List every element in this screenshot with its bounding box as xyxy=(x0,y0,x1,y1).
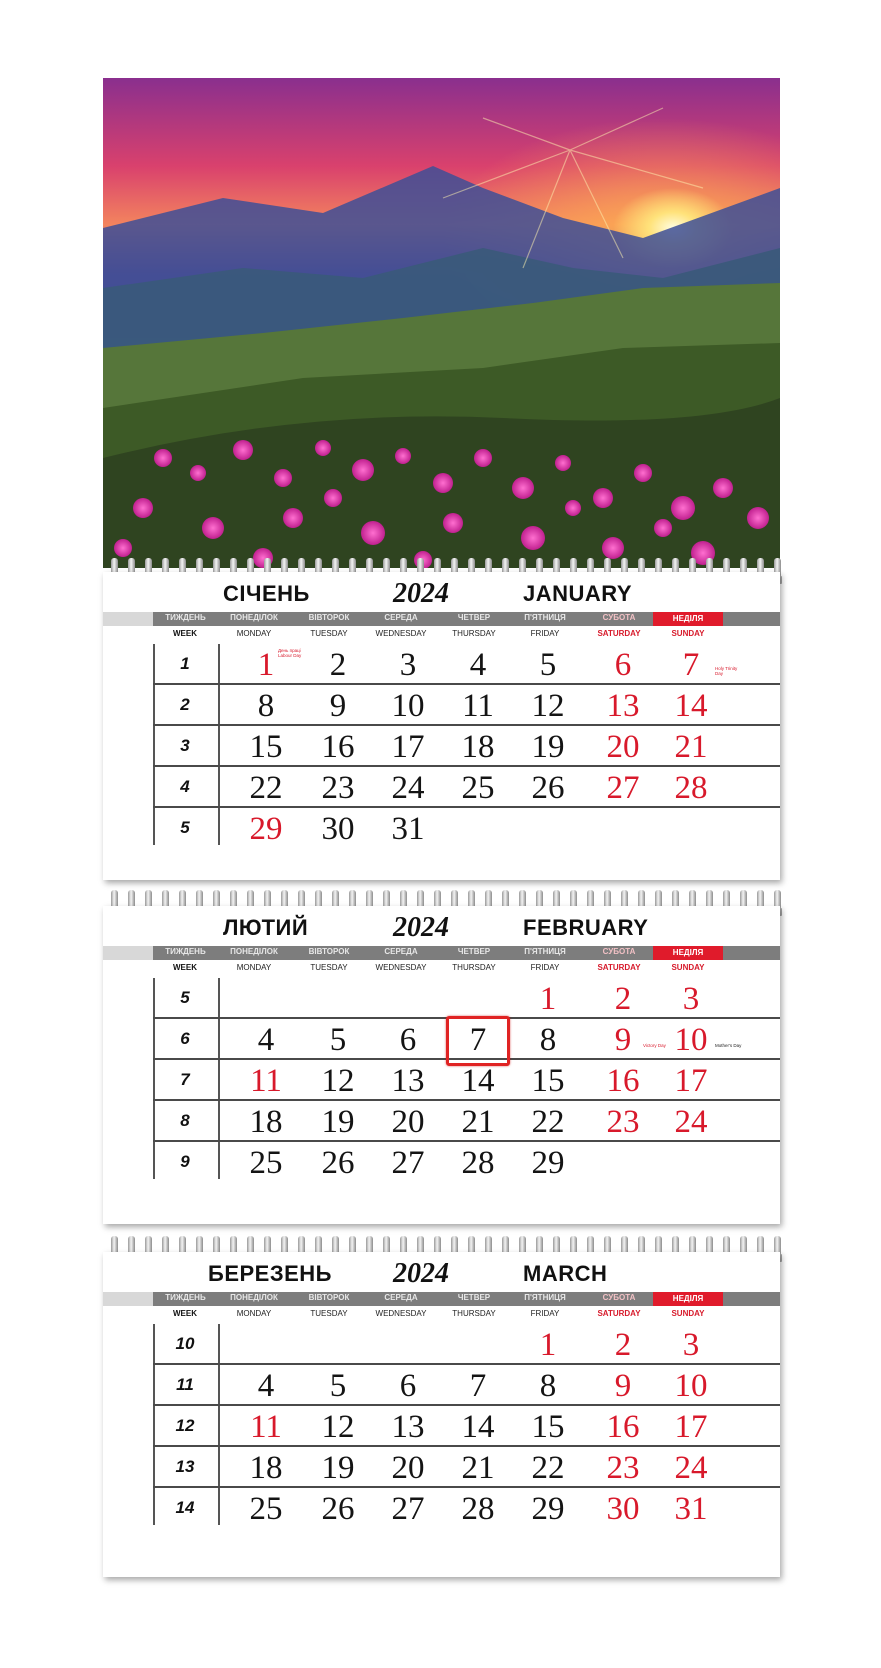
calendar-day[interactable]: 9 xyxy=(329,688,347,724)
calendar-day[interactable]: 27 xyxy=(391,1145,425,1181)
month-name-ua: СІЧЕНЬ xyxy=(223,581,310,606)
calendar-day[interactable]: 11 xyxy=(250,1409,282,1445)
calendar-day[interactable]: 26 xyxy=(321,1145,355,1181)
week-header-ua: ТИЖДЕНЬ xyxy=(165,613,206,622)
weekday-en-6: SATURDAY xyxy=(597,1309,641,1318)
calendar-day[interactable]: 16 xyxy=(606,1063,640,1099)
weekday-en-7: SUNDAY xyxy=(671,1309,705,1318)
holiday-note: Holy Trinity Day xyxy=(715,666,738,676)
header-photo xyxy=(103,78,780,568)
week-number: 14 xyxy=(175,1498,195,1517)
week-column-divider xyxy=(153,1324,155,1525)
weekday-header-bar xyxy=(103,612,780,626)
mountain-landscape xyxy=(103,78,780,568)
week-number: 9 xyxy=(180,1152,190,1171)
weekday-ua-7: НЕДІЛЯ xyxy=(653,946,723,960)
calendar-day[interactable]: 1 xyxy=(539,1327,557,1363)
weekday-en-1: MONDAY xyxy=(236,629,272,638)
calendar-day[interactable]: 29 xyxy=(249,811,283,847)
calendar-day[interactable]: 26 xyxy=(321,1491,355,1527)
weekday-header-bar xyxy=(103,946,780,960)
calendar-day[interactable]: 17 xyxy=(391,729,425,765)
week-number: 8 xyxy=(180,1111,190,1130)
week-header-ua: ТИЖДЕНЬ xyxy=(165,1293,206,1302)
weekday-en-2: TUESDAY xyxy=(310,963,348,972)
month-panel-february xyxy=(103,906,780,1224)
calendar-day[interactable]: 23 xyxy=(321,770,355,806)
weekday-en-2: TUESDAY xyxy=(310,1309,348,1318)
weekday-en-5: FRIDAY xyxy=(530,1309,560,1318)
calendar-day[interactable]: 29 xyxy=(531,1491,565,1527)
calendar-day[interactable]: 17 xyxy=(674,1063,708,1099)
weekday-bar-margin xyxy=(103,1292,153,1306)
week-number: 4 xyxy=(180,777,190,796)
weekday-header-bar xyxy=(103,1292,780,1306)
weekday-ua-6: СУБОТА xyxy=(602,1293,636,1302)
calendar-day[interactable]: 16 xyxy=(606,1409,640,1445)
calendar-day[interactable]: 12 xyxy=(531,688,565,724)
weekday-ua-2: ВІВТОРОК xyxy=(308,1293,350,1302)
calendar-day[interactable]: 3 xyxy=(399,647,417,683)
weekday-en-4: THURSDAY xyxy=(452,963,496,972)
week-number: 10 xyxy=(175,1334,195,1353)
calendar-day[interactable]: 4 xyxy=(469,647,487,683)
month-name-ua: БЕРЕЗЕНЬ xyxy=(208,1261,332,1286)
month-name-en: JANUARY xyxy=(523,581,633,606)
calendar-day[interactable]: 28 xyxy=(674,770,708,806)
weekday-en-3: WEDNESDAY xyxy=(375,629,427,638)
calendar-day[interactable]: 24 xyxy=(674,1450,708,1486)
weekday-ua-5: П'ЯТНИЦЯ xyxy=(524,613,566,622)
week-column-divider xyxy=(153,978,155,1179)
calendar-day[interactable]: 31 xyxy=(391,811,425,847)
month-title-row xyxy=(103,1258,780,1289)
calendar-day[interactable]: 5 xyxy=(539,647,557,683)
calendar-day[interactable]: 27 xyxy=(391,1491,425,1527)
weekday-en-5: FRIDAY xyxy=(530,963,560,972)
weekday-ua-3: СЕРЕДА xyxy=(384,1293,418,1302)
weekday-en-3: WEDNESDAY xyxy=(375,963,427,972)
weekday-en-3: WEDNESDAY xyxy=(375,1309,427,1318)
month-name-en: FEBRUARY xyxy=(523,915,649,940)
calendar-day[interactable]: 21 xyxy=(461,1450,495,1486)
weekday-en-6: SATURDAY xyxy=(597,629,641,638)
calendar-day[interactable]: 8 xyxy=(539,1022,557,1058)
weekday-ua-6: СУБОТА xyxy=(602,947,636,956)
weekday-en-4: THURSDAY xyxy=(452,1309,496,1318)
month-title-row xyxy=(103,578,780,609)
calendar-day[interactable]: 7 xyxy=(469,1022,487,1058)
calendar-day[interactable]: 28 xyxy=(461,1145,495,1181)
calendar-day[interactable]: 23 xyxy=(606,1104,640,1140)
calendar-day[interactable]: 23 xyxy=(606,1450,640,1486)
weekday-english-row xyxy=(103,1308,780,1322)
week-number: 1 xyxy=(180,654,190,673)
week-header-en: WEEK xyxy=(173,1309,197,1318)
calendar-day[interactable]: 2 xyxy=(329,647,347,683)
week-row-divider xyxy=(153,1445,780,1447)
calendar-day[interactable]: 7 xyxy=(682,647,700,683)
calendar-day[interactable]: 6 xyxy=(399,1368,417,1404)
month-year: 2024 xyxy=(393,578,449,609)
calendar-day[interactable]: 6 xyxy=(614,647,632,683)
calendar-day[interactable]: 4 xyxy=(257,1022,275,1058)
calendar-day[interactable]: 20 xyxy=(391,1450,425,1486)
weekday-english-row xyxy=(103,628,780,642)
calendar-day[interactable]: 13 xyxy=(391,1063,425,1099)
holiday-note: Victory Day xyxy=(643,1043,666,1048)
calendar-day[interactable]: 26 xyxy=(531,770,565,806)
week-number: 5 xyxy=(180,818,190,837)
calendar-day[interactable]: 30 xyxy=(606,1491,640,1527)
week-number: 13 xyxy=(175,1457,195,1476)
month-title-row xyxy=(103,912,780,943)
weekday-english-row xyxy=(103,962,780,976)
weekday-ua-1: ПОНЕДІЛОК xyxy=(230,947,278,956)
weekday-ua-1: ПОНЕДІЛОК xyxy=(230,1293,278,1302)
weekday-en-1: MONDAY xyxy=(236,1309,272,1318)
calendar-day[interactable]: 5 xyxy=(329,1368,347,1404)
month-year: 2024 xyxy=(393,912,449,943)
weekday-ua-1: ПОНЕДІЛОК xyxy=(230,613,278,622)
calendar-day[interactable]: 8 xyxy=(539,1368,557,1404)
days-column-divider xyxy=(218,644,220,845)
calendar-day[interactable]: 22 xyxy=(249,770,283,806)
calendar-day[interactable]: 27 xyxy=(606,770,640,806)
calendar-day[interactable]: 10 xyxy=(674,1022,708,1058)
week-number: 3 xyxy=(180,736,190,755)
calendar-day[interactable]: 12 xyxy=(321,1409,355,1445)
calendar-day[interactable]: 3 xyxy=(682,981,700,1017)
week-row-divider xyxy=(153,1404,780,1406)
calendar-day[interactable]: 19 xyxy=(321,1104,355,1140)
weekday-ua-7: НЕДІЛЯ xyxy=(653,1292,723,1306)
week-number: 11 xyxy=(176,1375,194,1394)
calendar-day[interactable]: 18 xyxy=(249,1450,283,1486)
holiday-note: Mother's Day xyxy=(715,1043,742,1048)
calendar-day[interactable]: 7 xyxy=(469,1368,487,1404)
weekday-en-1: MONDAY xyxy=(236,963,272,972)
weekday-en-2: TUESDAY xyxy=(310,629,348,638)
calendar-day[interactable]: 6 xyxy=(399,1022,417,1058)
week-header-en: WEEK xyxy=(173,629,197,638)
calendar-day[interactable]: 21 xyxy=(674,729,708,765)
weekday-ua-4: ЧЕТВЕР xyxy=(457,613,491,622)
weekday-ua-4: ЧЕТВЕР xyxy=(457,947,491,956)
calendar-day[interactable]: 15 xyxy=(249,729,283,765)
calendar-day[interactable]: 19 xyxy=(531,729,565,765)
calendar-day[interactable]: 10 xyxy=(674,1368,708,1404)
calendar-day[interactable]: 11 xyxy=(462,688,494,724)
calendar-day[interactable]: 2 xyxy=(614,981,632,1017)
calendar-day[interactable]: 2 xyxy=(614,1327,632,1363)
calendar-day[interactable]: 13 xyxy=(606,688,640,724)
calendar-day[interactable]: 22 xyxy=(531,1104,565,1140)
calendar-day[interactable]: 1 xyxy=(539,981,557,1017)
days-column-divider xyxy=(218,978,220,1179)
calendar-day[interactable]: 19 xyxy=(321,1450,355,1486)
weekday-ua-3: СЕРЕДА xyxy=(384,613,418,622)
calendar-day[interactable]: 8 xyxy=(257,688,275,724)
calendar-day[interactable]: 4 xyxy=(257,1368,275,1404)
current-date-marker xyxy=(446,1016,510,1066)
week-row-divider xyxy=(153,1486,780,1488)
week-row-divider xyxy=(153,1140,780,1142)
calendar-day[interactable]: 14 xyxy=(674,688,708,724)
calendar-day[interactable]: 15 xyxy=(531,1063,565,1099)
week-row-divider xyxy=(153,683,780,685)
calendar-day[interactable]: 9 xyxy=(614,1022,632,1058)
week-number: 2 xyxy=(180,695,190,714)
calendar-day[interactable]: 16 xyxy=(321,729,355,765)
weekday-ua-6: СУБОТА xyxy=(602,613,636,622)
week-number: 5 xyxy=(180,988,190,1007)
calendar-day[interactable]: 28 xyxy=(461,1491,495,1527)
week-column-divider xyxy=(153,644,155,845)
week-row-divider xyxy=(153,724,780,726)
month-panel-march xyxy=(103,1252,780,1577)
weekday-ua-2: ВІВТОРОК xyxy=(308,613,350,622)
calendar-day[interactable]: 18 xyxy=(461,729,495,765)
weekday-ua-5: П'ЯТНИЦЯ xyxy=(524,1293,566,1302)
month-name-en: MARCH xyxy=(523,1261,608,1286)
calendar-day[interactable]: 25 xyxy=(461,770,495,806)
calendar-day[interactable]: 13 xyxy=(391,1409,425,1445)
week-header-en: WEEK xyxy=(173,963,197,972)
calendar-day[interactable]: 20 xyxy=(606,729,640,765)
week-row-divider xyxy=(153,1099,780,1101)
calendar-day[interactable]: 17 xyxy=(674,1409,708,1445)
calendar-day[interactable]: 12 xyxy=(321,1063,355,1099)
week-header-ua: ТИЖДЕНЬ xyxy=(165,947,206,956)
weekday-en-7: SUNDAY xyxy=(671,629,705,638)
calendar-day[interactable]: 15 xyxy=(531,1409,565,1445)
week-row-divider xyxy=(153,1363,780,1365)
weekday-ua-4: ЧЕТВЕР xyxy=(457,1293,491,1302)
month-panel-january xyxy=(103,572,780,880)
calendar-day[interactable]: 10 xyxy=(391,688,425,724)
calendar-day[interactable]: 21 xyxy=(461,1104,495,1140)
calendar-day[interactable]: 20 xyxy=(391,1104,425,1140)
calendar-day[interactable]: 29 xyxy=(531,1145,565,1181)
week-row-divider xyxy=(153,765,780,767)
week-number: 7 xyxy=(180,1070,190,1089)
weekday-en-4: THURSDAY xyxy=(452,629,496,638)
calendar-day[interactable]: 31 xyxy=(674,1491,708,1527)
calendar-day[interactable]: 1 xyxy=(257,647,275,683)
calendar-day[interactable]: 22 xyxy=(531,1450,565,1486)
weekday-en-7: SUNDAY xyxy=(671,963,705,972)
weekday-bar-margin xyxy=(103,612,153,626)
month-name-ua: ЛЮТИЙ xyxy=(223,915,309,940)
calendar-day[interactable]: 25 xyxy=(249,1491,283,1527)
calendar-day[interactable]: 9 xyxy=(614,1368,632,1404)
week-number: 12 xyxy=(175,1416,195,1435)
calendar-day[interactable]: 14 xyxy=(461,1063,495,1099)
weekday-bar-margin xyxy=(103,946,153,960)
weekday-ua-5: П'ЯТНИЦЯ xyxy=(524,947,566,956)
holiday-note: День праці Labour Day xyxy=(278,648,302,658)
calendar-day[interactable]: 24 xyxy=(674,1104,708,1140)
calendar-day[interactable]: 25 xyxy=(249,1145,283,1181)
calendar-day[interactable]: 5 xyxy=(329,1022,347,1058)
weekday-ua-3: СЕРЕДА xyxy=(384,947,418,956)
calendar-day[interactable]: 11 xyxy=(250,1063,282,1099)
calendar-day[interactable]: 30 xyxy=(321,811,355,847)
week-row-divider xyxy=(153,806,780,808)
calendar-day[interactable]: 3 xyxy=(682,1327,700,1363)
weekday-en-6: SATURDAY xyxy=(597,963,641,972)
weekday-en-5: FRIDAY xyxy=(530,629,560,638)
calendar-day[interactable]: 14 xyxy=(461,1409,495,1445)
weekday-ua-2: ВІВТОРОК xyxy=(308,947,350,956)
weekday-ua-7: НЕДІЛЯ xyxy=(653,612,723,626)
calendar-day[interactable]: 18 xyxy=(249,1104,283,1140)
month-year: 2024 xyxy=(393,1258,449,1289)
days-column-divider xyxy=(218,1324,220,1525)
week-number: 6 xyxy=(180,1029,190,1048)
calendar-day[interactable]: 24 xyxy=(391,770,425,806)
